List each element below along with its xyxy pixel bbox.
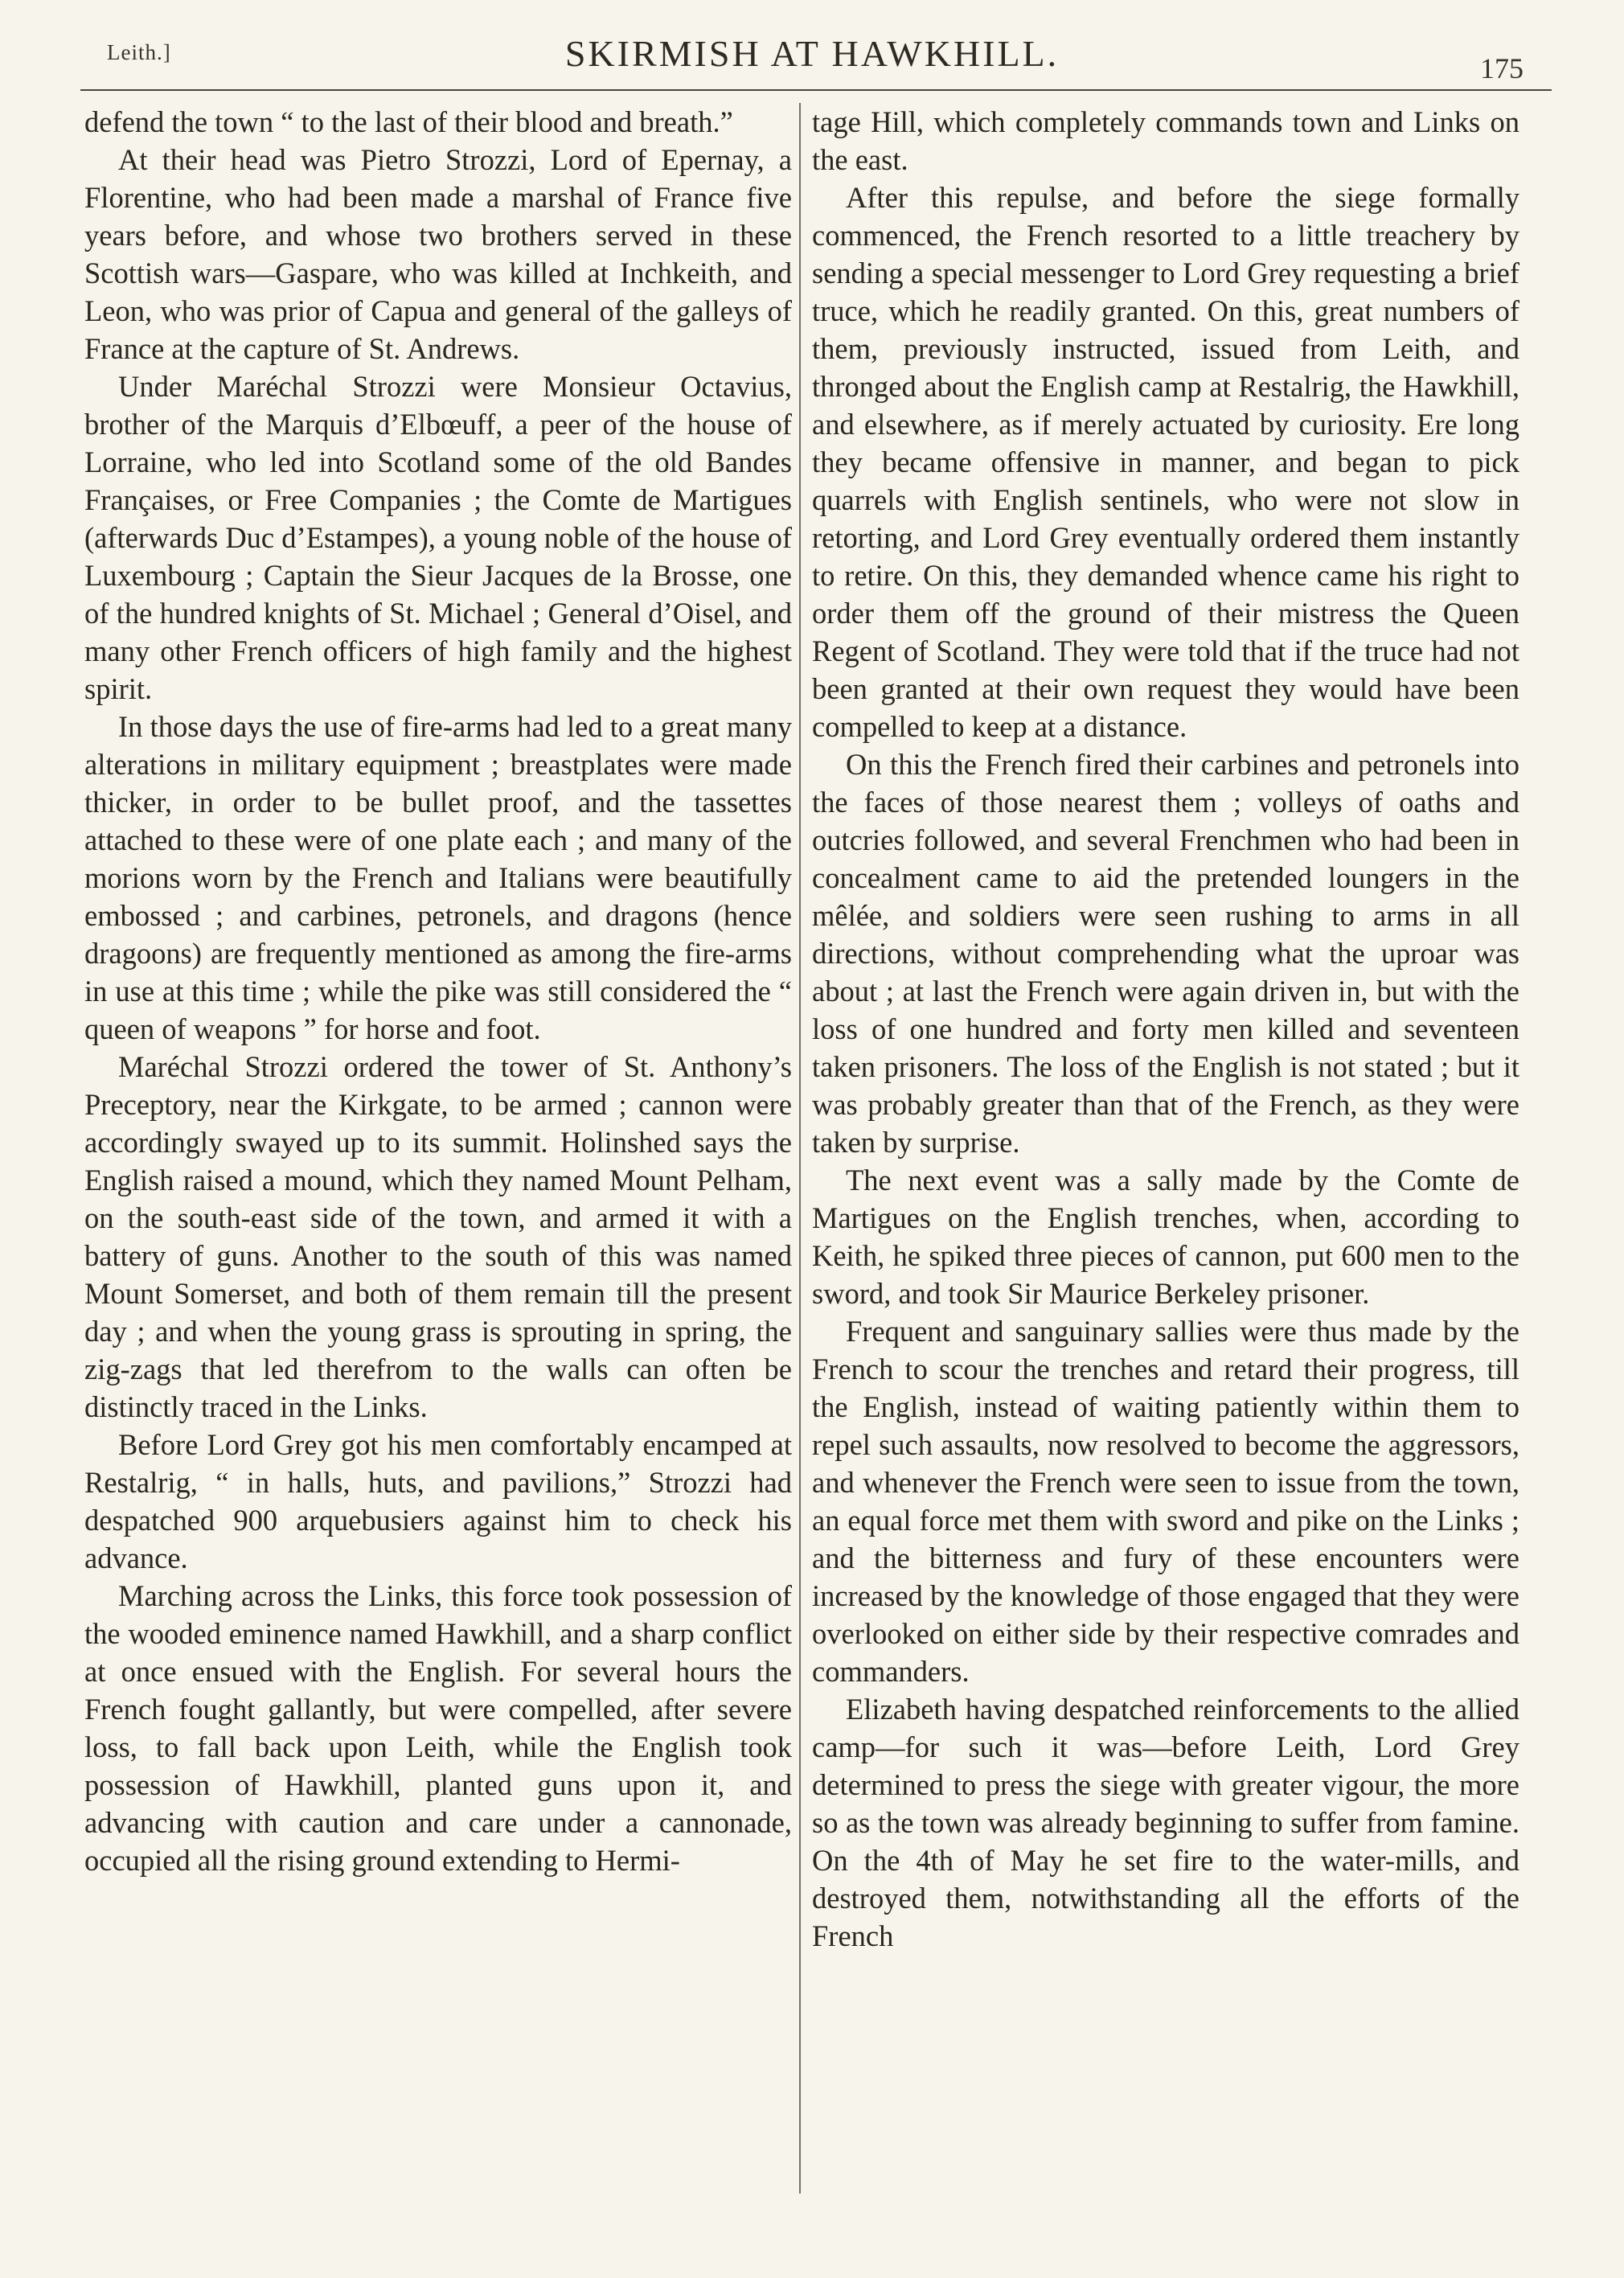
header-rule: [80, 89, 1552, 91]
paragraph: defend the town “ to the last of their blood and breath.”: [84, 105, 733, 138]
column-divider: [799, 103, 801, 2194]
page-header: [0, 0, 1624, 96]
page-title: SKIRMISH AT HAWKHILL.: [564, 33, 1060, 74]
paragraph: At their head was Pietro Strozzi, Lord of Epernay, a Florentine, who had been made a marshal of France five years before, and whose two brothers served in these Scottish wars—Gaspare, who was killed at Inchkeith, and Leon, who was prior of Capua and general of the galleys of France at the capture of St. Andrews.: [84, 143, 792, 365]
paragraph: Maréchal Strozzi ordered the tower of St. Anthony’s Preceptory, near the Kirkgate, to be armed ; cannon were accordingly swayed up to its summit. Holinshed says the English raised a mound, which they named Mount Pelham, on the south-east side of the town, and armed it with a battery of guns. Another to the south of this was named Mount Somerset, and both of them remain till the present day ; and when the young grass is sprouting in spring, the zig-zags that led therefrom to the walls can often be distinctly traced in the Links.: [84, 1050, 792, 1423]
right-column: [812, 103, 1519, 1955]
paragraph: In those days the use of fire-arms had led to a great many alterations in military equipment ; breastplates were made thicker, in order to be bullet proof, and the tassettes attached to these were of one plate each ; and many of the morions worn by the French and Italians were beautifully embossed ; and carbines, petronels, and dragons (hence dragoons) are frequently mentioned as among the fire-arms in use at this time ; while the pike was still considered the “ queen of weapons ” for horse and foot.: [84, 710, 792, 1045]
paragraph: Under Maréchal Strozzi were Monsieur Octavius, brother of the Marquis d’Elbœuff, a peer of the house of Lorraine, who led into Scotland some of the old Bandes Françaises, or Free Companies ; the Comte de Martigues (afterwards Duc d’Estampes), a young noble of the house of Luxembourg ; Captain the Sieur Jacques de la Brosse, one of the hundred knights of St. Michael ; General d’Oisel, and many other French officers of high family and the highest spirit.: [84, 370, 792, 705]
paragraph: The next event was a sally made by the Comte de Martigues on the English trenches, when, according to Keith, he spiked three pieces of cannon, put 600 men to the sword, and took Sir Maurice Berkeley prisoner.: [812, 1164, 1519, 1310]
paragraph: On this the French fired their carbines and petronels into the faces of those nearest them ; volleys of oaths and outcries followed, and several Frenchmen who had been in concealment came to aid the pretended loungers in the mêlée, and soldiers were seen rushing to arms in all directions, without comprehending what the uproar was about ; at last the French were again driven in, but with the loss of one hundred and forty men killed and seventeen taken prisoners. The loss of the English is not stated ; but it was probably greater than that of the French, as they were taken by surprise.: [812, 748, 1519, 1159]
page-number: 175: [1480, 52, 1524, 84]
paragraph: Elizabeth having despatched reinforcements to the allied camp—for such it was—before Leith, Lord Grey determined to press the siege with greater vigour, the more so as the town was already beginning to suffer from famine. On the 4th of May he set fire to the water-mills, and destroyed them, notwithstanding all the efforts of the French: [812, 1693, 1519, 1952]
paragraph: Marching across the Links, this force took possession of the wooded eminence named Hawkhill, and a sharp conflict at once ensued with the English. For several hours the French fought gallantly, but were compelled, after severe loss, to fall back upon Leith, while the English took possession of Hawkhill, planted guns upon it, and advancing with caution and care under a cannonade, occupied all the rising ground extending to Hermi-: [84, 1579, 792, 1877]
paragraph: Before Lord Grey got his men comfortably encamped at Restalrig, “ in halls, huts, and pavilions,” Strozzi had despatched 900 arquebusiers against him to check his advance.: [84, 1428, 792, 1574]
paragraph: Frequent and sanguinary sallies were thus made by the French to scour the trenches and retard their progress, till the English, instead of waiting patiently within them to repel such assaults, now resolved to become the aggressors, and whenever the French were seen to issue from the town, an equal force met them with sword and pike on the Links ; and the bitterness and fury of these encounters were increased by the knowledge of those engaged that they were overlooked on either side by their respective comrades and commanders.: [812, 1315, 1519, 1688]
paragraph: tage Hill, which completely commands town and Links on the east.: [812, 105, 1519, 176]
paragraph: After this repulse, and before the siege formally commenced, the French resorted to a little treachery by sending a special messenger to Lord Grey requesting a brief truce, which he readily granted. On this, great numbers of them, previously instructed, issued from Leith, and thronged about the English camp at Restalrig, the Hawkhill, and elsewhere, as if merely actuated by curiosity. Ere long they became offensive in manner, and began to pick quarrels with English sentinels, who were not slow in retorting, and Lord Grey eventually ordered them instantly to retire. On this, they demanded whence came his right to order them off the ground of their mistress the Queen Regent of Scotland. They were told that if the truce had not been granted at their own request they would have been compelled to keep at a distance.: [812, 181, 1519, 743]
left-column: [84, 103, 792, 1879]
section-label: Leith.]: [107, 40, 171, 64]
